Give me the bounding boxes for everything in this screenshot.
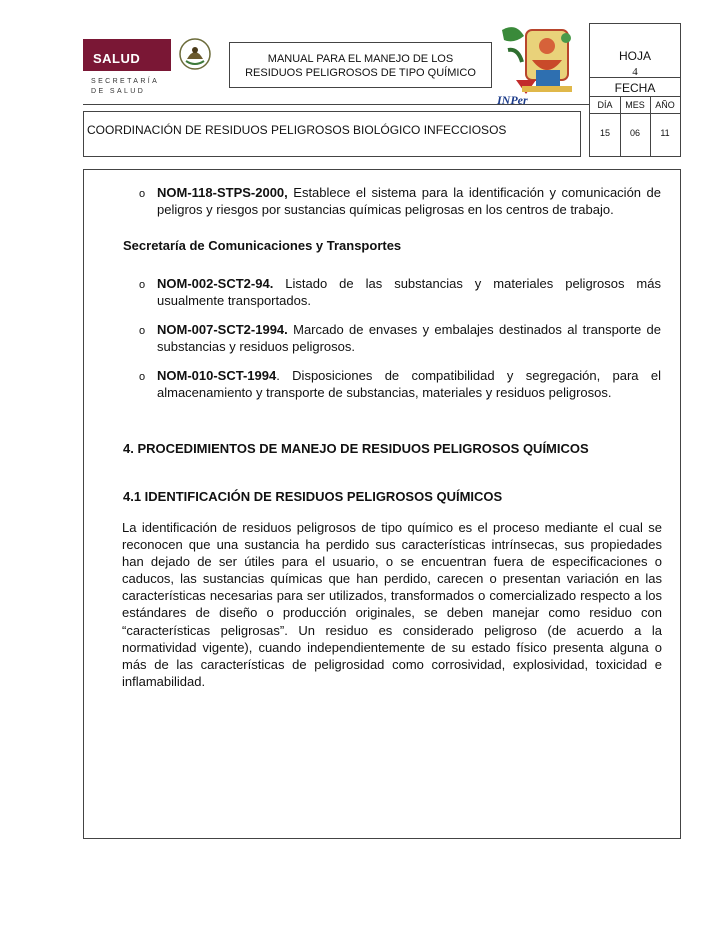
salud-logo-subtitle-line1: SECRETARÍA <box>91 78 160 85</box>
inper-logo-text: INPer <box>497 93 528 107</box>
content-frame <box>83 169 681 839</box>
header-divider <box>83 104 589 105</box>
list-item <box>157 321 661 355</box>
sheet-info-box <box>589 23 681 157</box>
date-value-year: 11 <box>660 128 670 138</box>
norm-code: NOM-007-SCT2-1994. <box>157 322 288 337</box>
list-item <box>157 367 661 401</box>
salud-logo-bar <box>83 39 171 71</box>
date-label: FECHA <box>614 81 656 95</box>
heading-section-4: 4. PROCEDIMIENTOS DE MANEJO DE RESIDUOS PELIGROSOS QUÍMICOS <box>123 441 589 456</box>
date-header-year: AÑO <box>655 100 675 110</box>
salud-logo-brand: SALUD <box>93 51 141 66</box>
date-value-day: 15 <box>599 128 610 138</box>
divider <box>590 113 680 114</box>
norm-code: NOM-118-STPS-2000, <box>157 185 288 200</box>
list-item <box>157 275 661 309</box>
coordination-box <box>83 111 581 157</box>
list-item <box>157 184 661 218</box>
norm-description: . Disposiciones de compatibilidad y segregación, para el almacenamiento y transporte de substancias, materiales y residuos peligrosos. <box>157 368 661 400</box>
date-value-month: 06 <box>629 128 640 138</box>
norm-description: Marcado de envases y embalajes destinados al transporte de substancias y residuos peligrosos. <box>157 322 661 354</box>
salud-logo-subtitle-line2: DE SALUD <box>91 88 146 95</box>
salud-logo-subtitle <box>91 77 159 97</box>
document-title-line1: MANUAL PARA EL MANEJO DE LOS <box>267 53 454 65</box>
bullet-marker: o <box>139 188 146 200</box>
norm-description-cont: comunicación de peligros y riesgos por sustancias químicas peligrosas en los centros de trabajo. <box>157 185 661 217</box>
salud-logo <box>83 33 217 101</box>
bullet-marker: o <box>139 371 146 383</box>
sheet-label: HOJA <box>618 49 651 63</box>
norm-description: Establece el sistema para la identificación y <box>287 185 557 200</box>
heading-section-4-1: 4.1 IDENTIFICACIÓN DE RESIDUOS PELIGROSOS QUÍMICOS <box>123 489 503 504</box>
body-paragraph: La identificación de residuos peligrosos de tipo químico es el proceso mediante el cual se reconocen que una sustancia ha perdido sus características intrínsecas, sus propiedades han dejado de ser útiles para el usuario, o se encuentran fuera de especificaciones o caducos, las sustancias químicas que han perdido, carecen o presentan variación en las características necesarias para ser utilizados, transformados o comercializado respecto a los estándares de diseño o producción originales, se deben manejar como residuo con “características peligrosas”. Un residuo es considerado peligroso (de acuerdo a la normatividad vigente), cuando independientemente de su estado físico presenta alguna o más de las características de peligrosidad como corrosividad, explosividad, toxicidad e inflamabilidad. <box>122 520 662 689</box>
date-header-day: DÍA <box>597 100 613 110</box>
date-header-month: MES <box>625 100 645 110</box>
norm-code: NOM-010-SCT-1994 <box>157 368 277 383</box>
document-title-line2: RESIDUOS PELIGROSOS DE TIPO QUÍMICO <box>245 67 476 79</box>
divider <box>590 96 680 97</box>
divider <box>590 77 680 78</box>
bullet-marker: o <box>139 279 146 291</box>
norm-description: Listado de las substancias y materiales peligrosos más usualmente transportados. <box>157 276 661 308</box>
coordination-title: COORDINACIÓN DE RESIDUOS PELIGROSOS BIOLÓGICO INFECCIOSOS <box>87 123 507 137</box>
section-title: Secretaría de Comunicaciones y Transportes <box>123 238 402 253</box>
document-title <box>229 42 492 88</box>
eagle-emblem-icon <box>178 37 212 71</box>
norm-code: NOM-002-SCT2-94. <box>157 276 274 291</box>
sheet-number: 4 <box>632 66 638 78</box>
bullet-marker: o <box>139 325 146 337</box>
